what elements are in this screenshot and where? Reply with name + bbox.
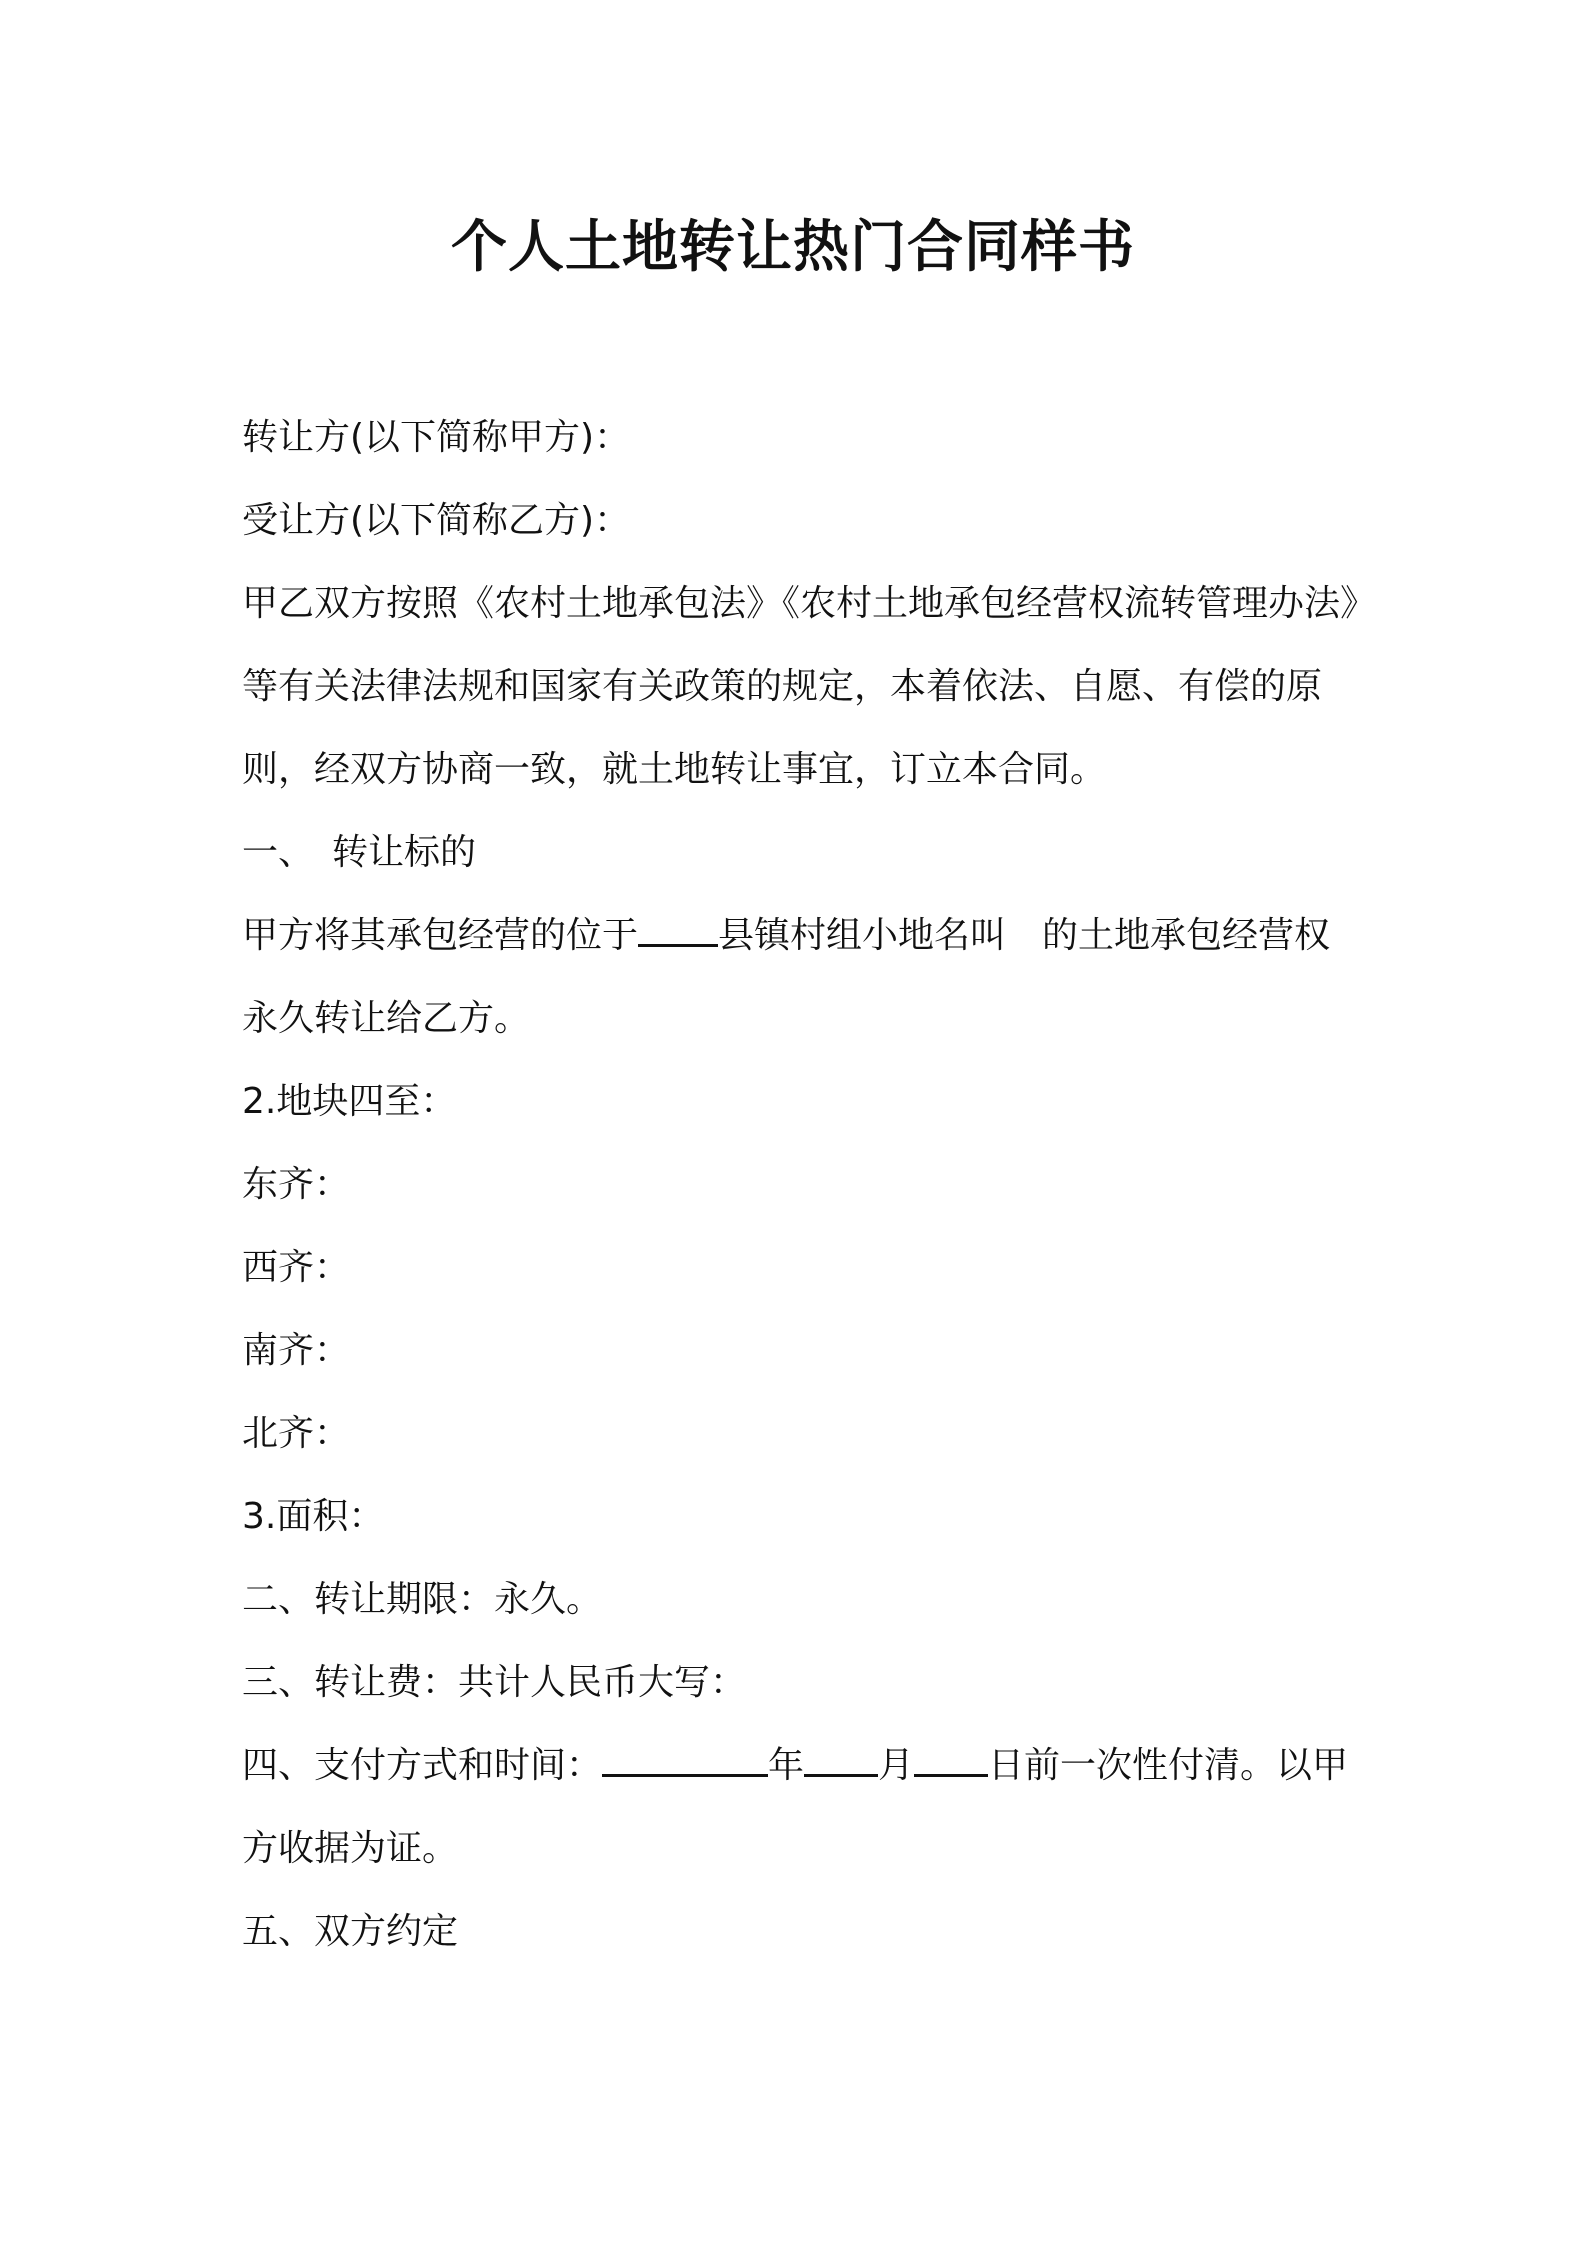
item-3-line: 3.面积： <box>242 1496 385 1537</box>
year-blank <box>602 1742 768 1777</box>
item-2-line: 2.地块四至： <box>242 1081 457 1122</box>
section-4-prefix: 四、支付方式和时间： <box>242 1745 603 1786</box>
party-b-line: 受让方(以下简称乙方)： <box>242 500 631 541</box>
section-1-text-after: 县镇村组小地名叫 的土地承包经营权永久转让给乙方。 <box>242 915 1331 1039</box>
section-1-paragraph <box>242 894 1362 1060</box>
document-body <box>242 396 1362 1973</box>
west-boundary-line: 西齐： <box>242 1247 351 1288</box>
section-3-line: 三、转让费：共计人民币大写： <box>242 1662 747 1703</box>
county-blank <box>638 912 718 947</box>
north-boundary-line: 北齐： <box>242 1413 351 1454</box>
day-blank <box>914 1742 988 1777</box>
east-boundary-line: 东齐： <box>242 1164 351 1205</box>
section-4-month-label: 月 <box>878 1745 915 1786</box>
section-2-line: 二、转让期限：永久。 <box>242 1579 603 1620</box>
document-title: 个人土地转让热门合同样书 <box>451 215 1135 280</box>
section-4-year-label: 年 <box>768 1745 805 1786</box>
section-1-text-before: 甲方将其承包经营的位于 <box>242 915 639 956</box>
month-blank <box>804 1742 878 1777</box>
section-1-heading: 一、 转让标的 <box>242 832 477 873</box>
preamble-paragraph: 甲乙双方按照《农村土地承包法》《农村土地承包经营权流转管理办法》等有关法律法规和国家有关政策的规定，本着依法、自愿、有偿的原则，经双方协商一致，就土地转让事宜，订立本合同。 <box>242 583 1359 790</box>
section-4-paragraph <box>242 1724 1362 1890</box>
section-4-suffix: 日前一次性付清。以甲方收据为证。 <box>242 1745 1349 1869</box>
party-a-line: 转让方(以下简称甲方)： <box>242 417 631 458</box>
south-boundary-line: 南齐： <box>242 1330 351 1371</box>
section-5-heading: 五、双方约定 <box>242 1911 459 1952</box>
